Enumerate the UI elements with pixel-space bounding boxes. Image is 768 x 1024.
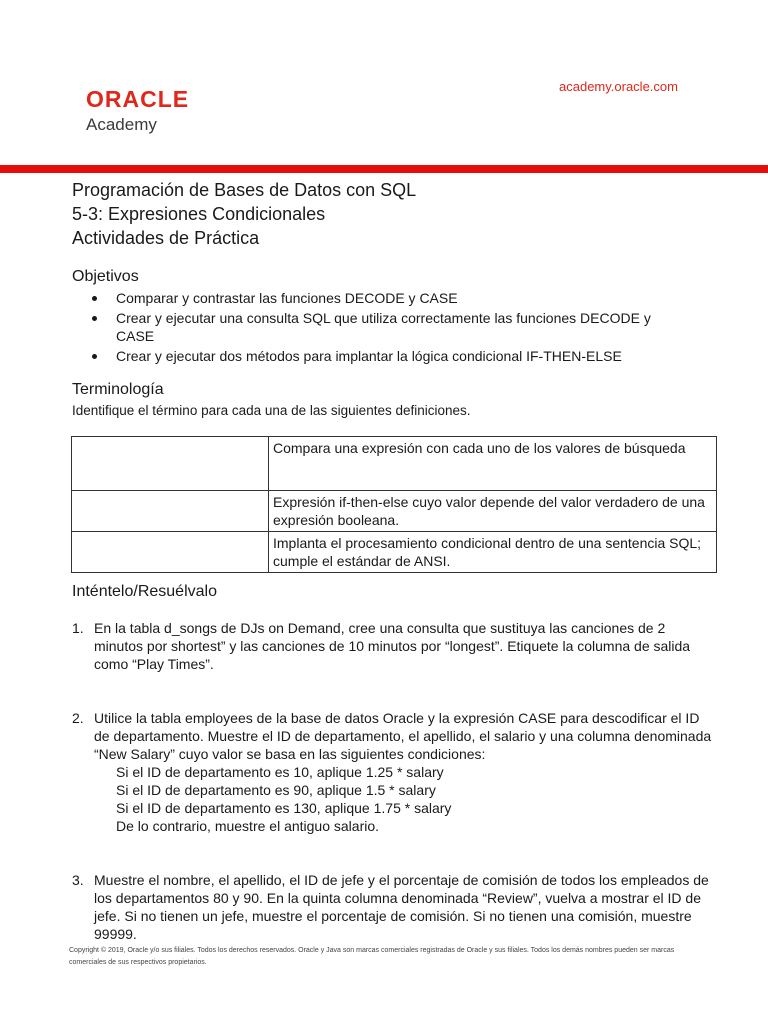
question-2 [72,709,712,835]
activity-title: Actividades de Práctica [72,228,260,248]
question-text: Utilice la tabla employees de la base de datos Oracle y la expresión CASE para descodificar el ID de departamento. Muestre el ID de departamento, el apellido, el salario y una columna denominada “New Salary” cuyo valor se basa en las siguientes condiciones: [94,710,712,762]
logo-wordmark: ORACLE [86,86,190,112]
questions-list [72,619,712,943]
question-1 [72,619,712,673]
condition-line: De lo contrario, muestre el antiguo salario. [116,818,380,834]
term-cell[interactable] [72,532,269,573]
condition-line: Si el ID de departamento es 90, aplique 1.5 * salary [116,782,436,798]
question-number: 2. [72,710,84,726]
objectives-list [72,289,692,367]
copyright-footer: Copyright © 2019, Oracle y/o sus filiales. Todos los derechos reservados. Oracle y Java son marcas comerciales registradas de Oracle y sus filiales. Todos los demás nombres pueden ser marcas comerciales de sus respectivos propietarios. [69,947,675,966]
list-item: Crear y ejecutar dos métodos para implantar la lógica condicional IF-THEN-ELSE [72,347,692,365]
question-text: Muestre el nombre, el apellido, el ID de jefe y el porcentaje de comisión de todos los empleados de los departamentos 80 y 90. En la quinta columna denominada “Review”, vuelva a mostrar el ID de jefe. Si no tienen un jefe, muestre el porcentaje de comisión. Si no tienen una comisión, muestre 99999. [94,872,709,942]
table-row [72,491,717,532]
term-cell[interactable] [72,491,269,532]
condition-line: Si el ID de departamento es 10, aplique 1.25 * salary [116,764,444,780]
document-title [72,178,416,250]
objectives-heading: Objetivos [72,268,139,285]
list-item: Comparar y contrastar las funciones DECODE y CASE [72,289,692,307]
course-title: Programación de Bases de Datos con SQL [72,180,417,200]
terminology-table [71,436,717,573]
logo-subtitle: Academy [86,115,157,134]
terminology-intro: Identifique el término para cada una de las siguientes definiciones. [72,403,471,418]
term-cell[interactable] [72,437,269,491]
practice-heading: Inténtelo/Resuélvalo [72,583,217,600]
table-row [72,437,717,491]
list-item: Crear y ejecutar una consulta SQL que utiliza correctamente las funciones DECODE y CASE [72,309,692,345]
question-number: 3. [72,872,84,888]
definition-cell: Expresión if-then-else cuyo valor depende del valor verdadero de una expresión booleana. [269,491,717,532]
question-number: 1. [72,620,84,636]
definition-cell: Compara una expresión con cada uno de los valores de búsqueda [269,437,717,491]
header-divider-bar [0,165,768,173]
terminology-heading: Terminología [72,381,164,398]
table-row [72,532,717,573]
lesson-title: 5-3: Expresiones Condicionales [72,204,326,224]
site-link[interactable]: academy.oracle.com [559,79,678,94]
definition-cell: Implanta el procesamiento condicional dentro de una sentencia SQL; cumple el estándar de ANSI. [269,532,717,573]
condition-line: Si el ID de departamento es 130, aplique 1.75 * salary [116,800,452,816]
question-text: En la tabla d_songs de DJs on Demand, cree una consulta que sustituya las canciones de 2 minutos por shortest” y las canciones de 10 minutos por “longest”. Etiquete la columna de salida como “Play Times”. [94,620,691,672]
question-3 [72,871,712,943]
oracle-academy-logo [86,86,189,136]
